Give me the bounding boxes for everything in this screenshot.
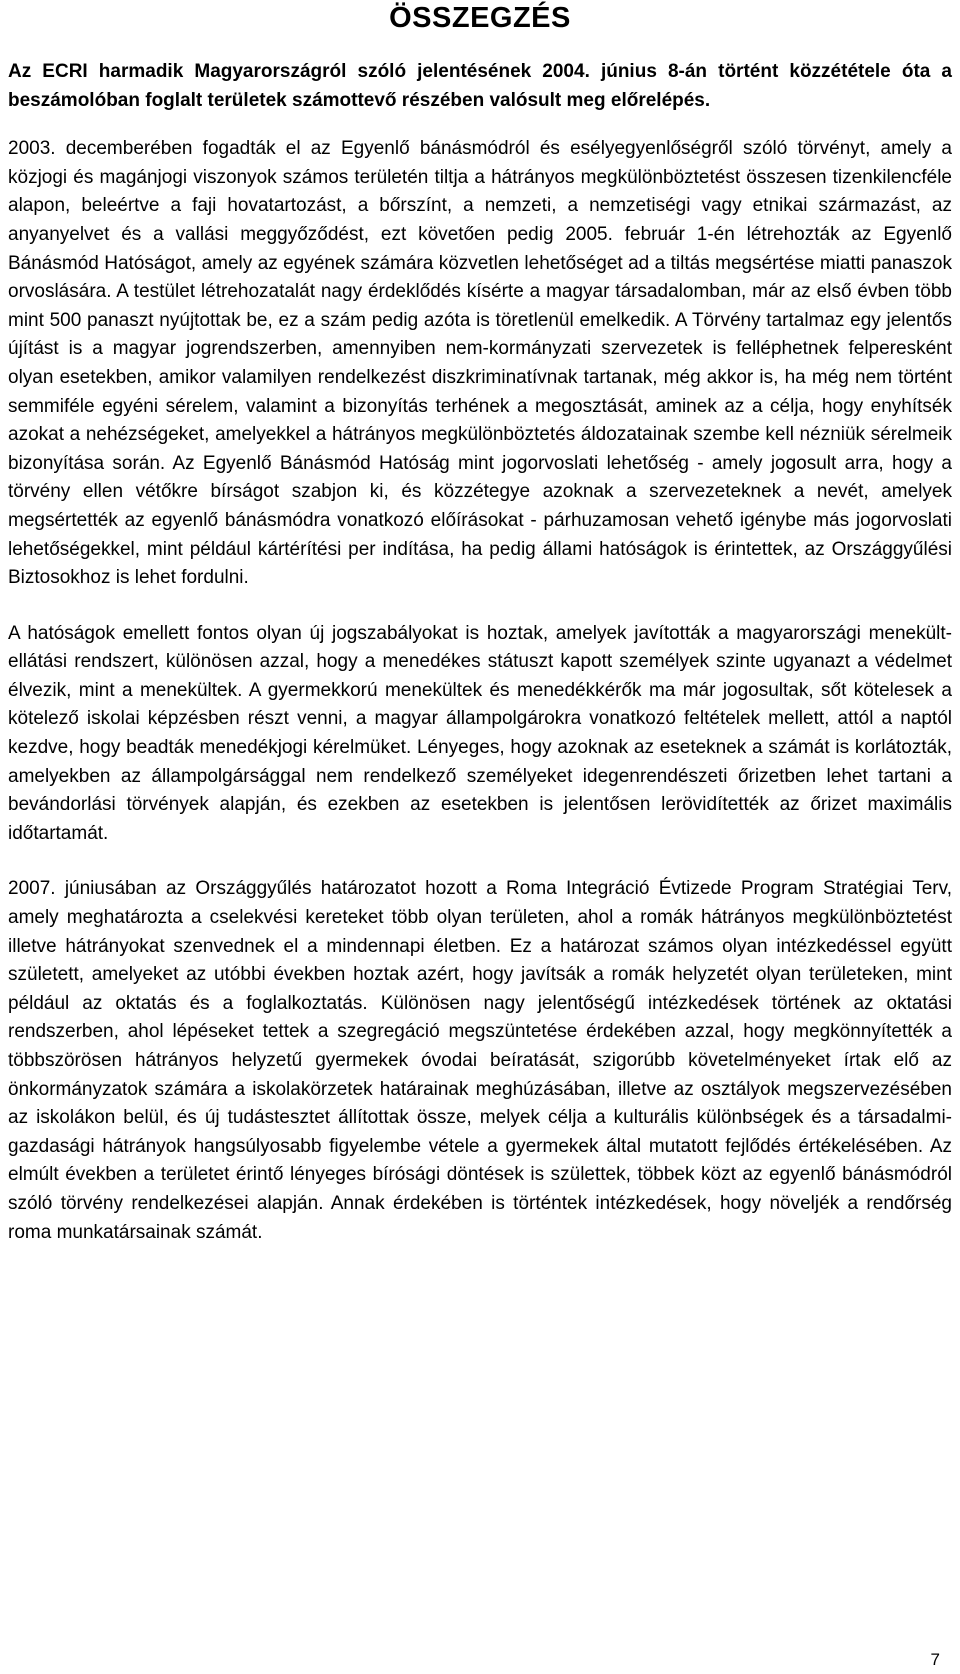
- page-number: 7: [930, 1650, 940, 1669]
- intro-paragraph: Az ECRI harmadik Magyarországról szóló jelentésének 2004. június 8-án történt közzététele óta a beszámolóban foglalt területek számottevő részében valósult meg előrelépés.: [8, 61, 952, 111]
- body-paragraph-equal-treatment: 2003. decemberében fogadták el az Egyenlő bánásmódról és esélyegyenlőségről szóló törvényt, amely a közjogi és magánjogi viszonyok számos területén tiltja a hátrányos megkülönböztetést összesen tizenkilencféle alapon, beleértve a faji hovatartozást, a bőrszínt, a nemzeti, a nemzetiségi vagy etnikai származást, az anyanyelvet és a vallási meggyőződést, ezt követően pedig 2005. február 1-én létrehozták az Egyenlő Bánásmód Hatóságot, amely az egyének számára közvetlen lehetőséget ad a tiltás megsértése miatti panaszok orvoslására. A testület létrehozatalát nagy érdeklődés kísérte a magyar társadalomban, már az első évben több mint 500 panaszt nyújtottak be, ez a szám pedig azóta is töretlenül emelkedik. A Törvény tartalmaz egy jelentős újítást is a magyar jogrendszerben, amennyiben nem-kormányzati szervezetek is felléphetnek felperesként olyan esetekben, amikor valamilyen rendelkezést diszkriminatívnak tartanak, még akkor is, ha még nem történt semmiféle egyéni sérelem, valamint a bizonyítás terhének a megosztását, aminek az a célja, hogy enyhítsék azokat a nehézségeket, amelyekkel a hátrányos megkülönböztetés áldozatainak szembe kell nézniük sérelmeik bizonyítása során. Az Egyenlő Bánásmód Hatóság mint jogorvoslati lehetőség - amely jogosult arra, hogy a törvény ellen vétőkre bírságot szabjon ki, és közzétegye azoknak a szervezeteknek a nevét, amelyek megsértették az egyenlő bánásmódra vonatkozó előírásokat - párhuzamosan vehető igénybe más jogorvoslati lehetőségekkel, mint például kártérítési per indítása, ha pedig állami hatóságok is érintettek, az Országgyűlési Biztosokhoz is lehet fordulni.: [8, 138, 952, 589]
- body-paragraph-refugees: A hatóságok emellett fontos olyan új jogszabályokat is hoztak, amelyek javították a magyarországi menekült-ellátási rendszert, különösen azzal, hogy a menedékes státuszt kapott személyek szinte ugyanazt a védelmet élvezik, mint a menekültek. A gyermekkorú menekültek és menedékkérők ma már jogosultak, sőt kötelesek a kötelező iskolai képzésben részt venni, a magyar állampolgárokra vonatkozó feltételek mellett, attól a naptól kezdve, hogy beadták menedékjogi kérelmüket. Lényeges, hogy azoknak az eseteknek a számát is korlátozták, amelyekben az állampolgársággal nem rendelkező személyeket idegenrendészeti őrizetben lehet tartani a bevándorlási törvények alapján, és ezekben az esetekben is jelentősen lerövidítették az őrizet maximális időtartamát.: [8, 622, 952, 844]
- document-body: [8, 58, 952, 1247]
- body-paragraph-roma-integration: 2007. júniusában az Országgyűlés határozatot hozott a Roma Integráció Évtizede Program Stratégiai Terv, amely meghatározta a cselekvési kereteket több olyan területen, ahol a romák hátrányos megkülönböztetést illetve hátrányokat szenvednek el a mindennapi életben. Ez a határozat számos olyan intézkedéssel együtt született, amelyeket az utóbbi években hoztak azért, hogy javítsák a romák helyzetét olyan területeken, mint például az oktatás és a foglalkoztatás. Különösen nagy jelentőségű intézkedések történek az oktatási rendszerben, ahol lépéseket tettek a szegregáció megszüntetése érdekében azzal, hogy megkönnyítették a többszörösen hátrányos helyzetű gyermekek óvodai beíratását, szigorúbb követelményeket írtak elő az önkormányzatok számára a iskolakörzetek határainak meghúzásában, illetve az osztályok megszervezésében az iskolákon belül, és új tudástesztet állítottak össze, melyek célja a kulturális különbségek és a társadalmi-gazdasági hátrányok hangsúlyosabb figyelembe vétele a gyermekek által mutatott fejlődés értékelésében. Az elmúlt években a területet érintő lényeges bírósági döntések is születtek, többek közt az egyenlő bánásmódról szóló törvény rendelkezései alapján. Annak érdekében is történtek intézkedések, hogy növeljék a rendőrség roma munkatársainak számát.: [8, 878, 952, 1243]
- page-title: ÖSSZEGZÉS: [389, 2, 571, 34]
